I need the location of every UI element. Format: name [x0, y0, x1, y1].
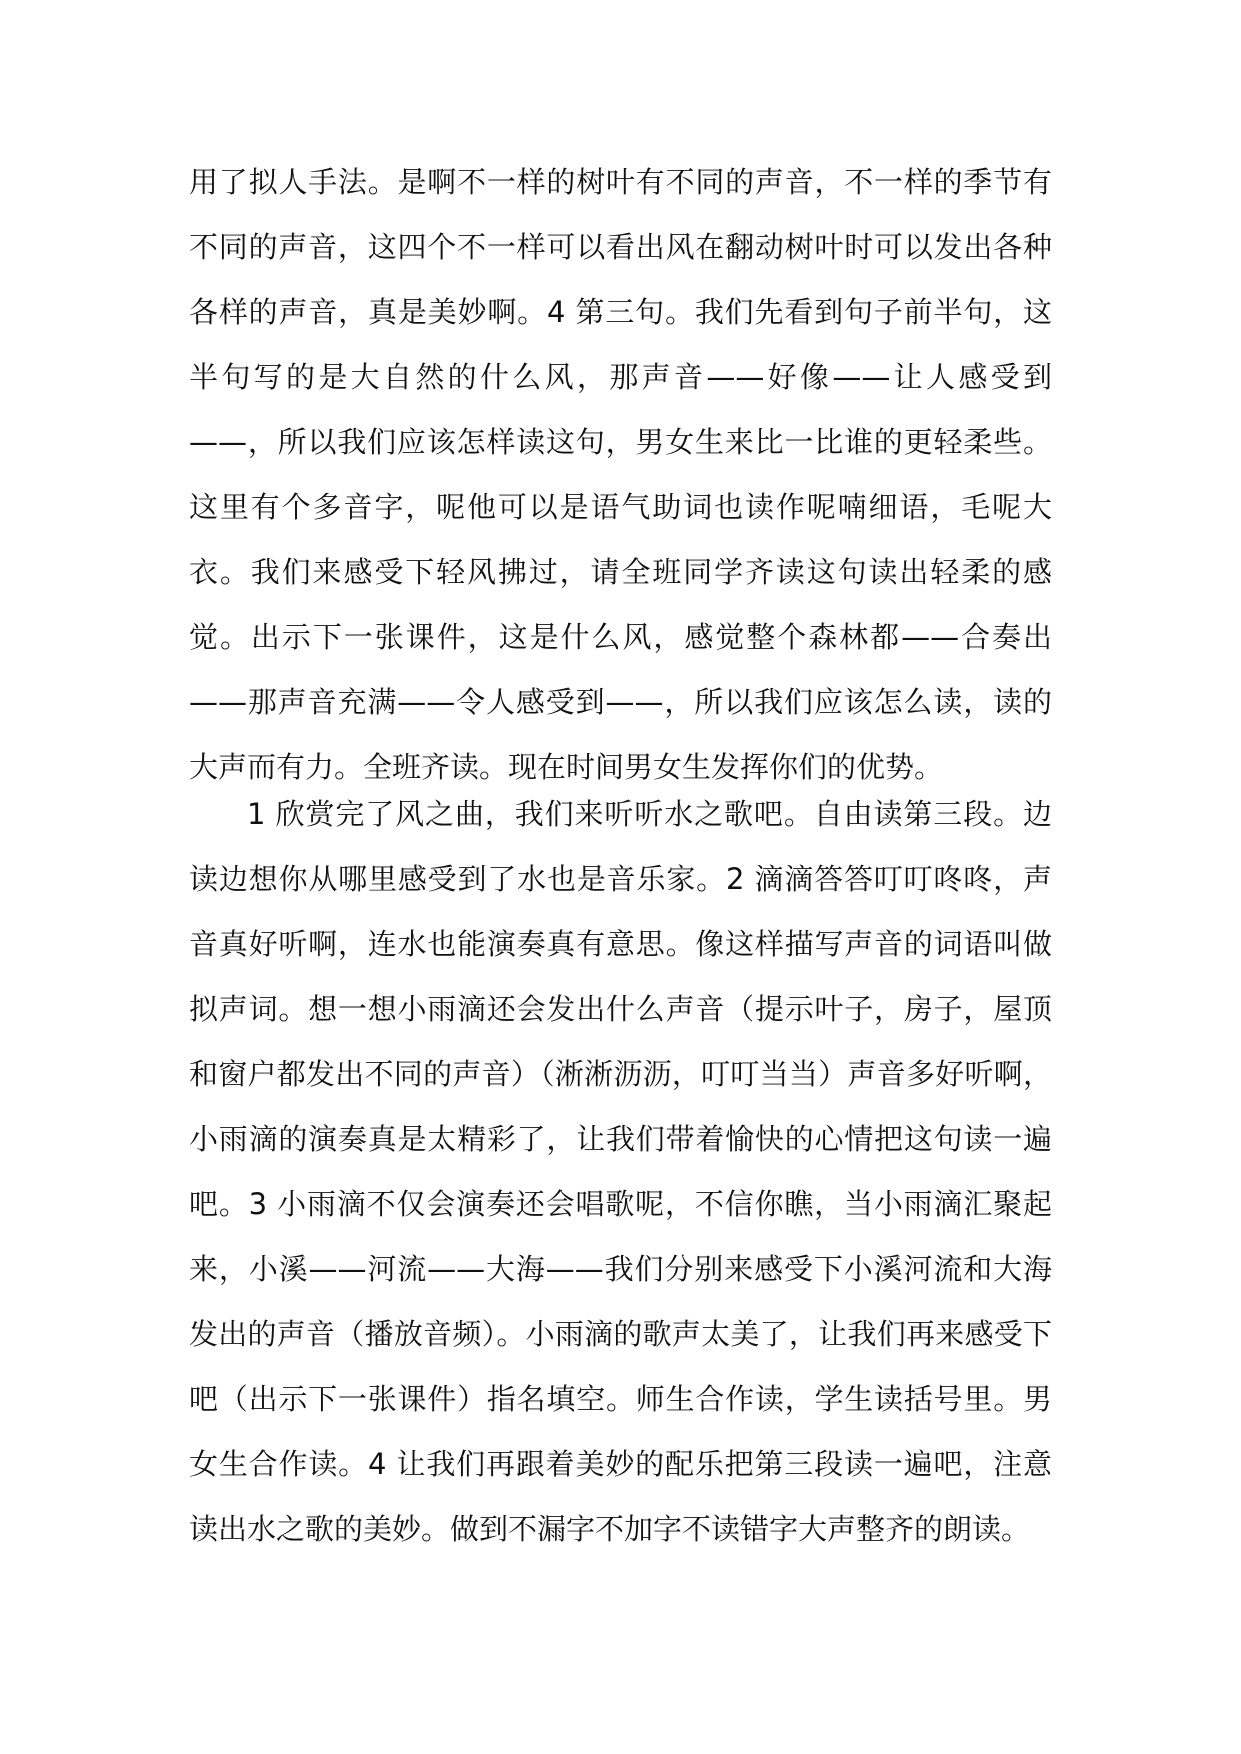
paragraph-block-2 [189, 782, 1052, 1562]
paragraph-block-1 [189, 150, 1052, 800]
paragraph-1: 用了拟人手法。是啊不一样的树叶有不同的声音，不一样的季节有不同的声音，这四个不一样可以看出风在翻动树叶时可以发出各种各样的声音，真是美妙啊。4 第三句。我们先看到句子前半句，这半句写的是大自然的什么风，那声音——好像——让人感受到——，所以我们应该怎样读这句，男女生来比一比谁的更轻柔些。这里有个多音字，呢他可以是语气助词也读作呢喃细语，毛呢大衣。我们来感受下轻风拂过，请全班同学齐读这句读出轻柔的感觉。出示下一张课件，这是什么风，感觉整个森林都——合奏出——那声音充满——令人感受到——，所以我们应该怎么读，读的大声而有力。全班齐读。现在时间男女生发挥你们的优势。 [189, 165, 1052, 784]
paragraph-2: 1 欣赏完了风之曲，我们来听听水之歌吧。自由读第三段。边读边想你从哪里感受到了水也是音乐家。2 滴滴答答叮叮咚咚，声音真好听啊，连水也能演奏真有意思。像这样描写声音的词语叫做拟声词。想一想小雨滴还会发出什么声音（提示叶子，房子，屋顶和窗户都发出不同的声音）（淅淅沥沥，叮叮当当）声音多好听啊，小雨滴的演奏真是太精彩了，让我们带着愉快的心情把这句读一遍吧。3 小雨滴不仅会演奏还会唱歌呢，不信你瞧，当小雨滴汇聚起来，小溪——河流——大海——我们分别来感受下小溪河流和大海发出的声音（播放音频）。小雨滴的歌声太美了，让我们再来感受下吧（出示下一张课件）指名填空。师生合作读，学生读括号里。男女生合作读。4 让我们再跟着美妙的配乐把第三段读一遍吧，注意读出水之歌的美妙。做到不漏字不加字不读错字大声整齐的朗读。 [189, 797, 1052, 1546]
